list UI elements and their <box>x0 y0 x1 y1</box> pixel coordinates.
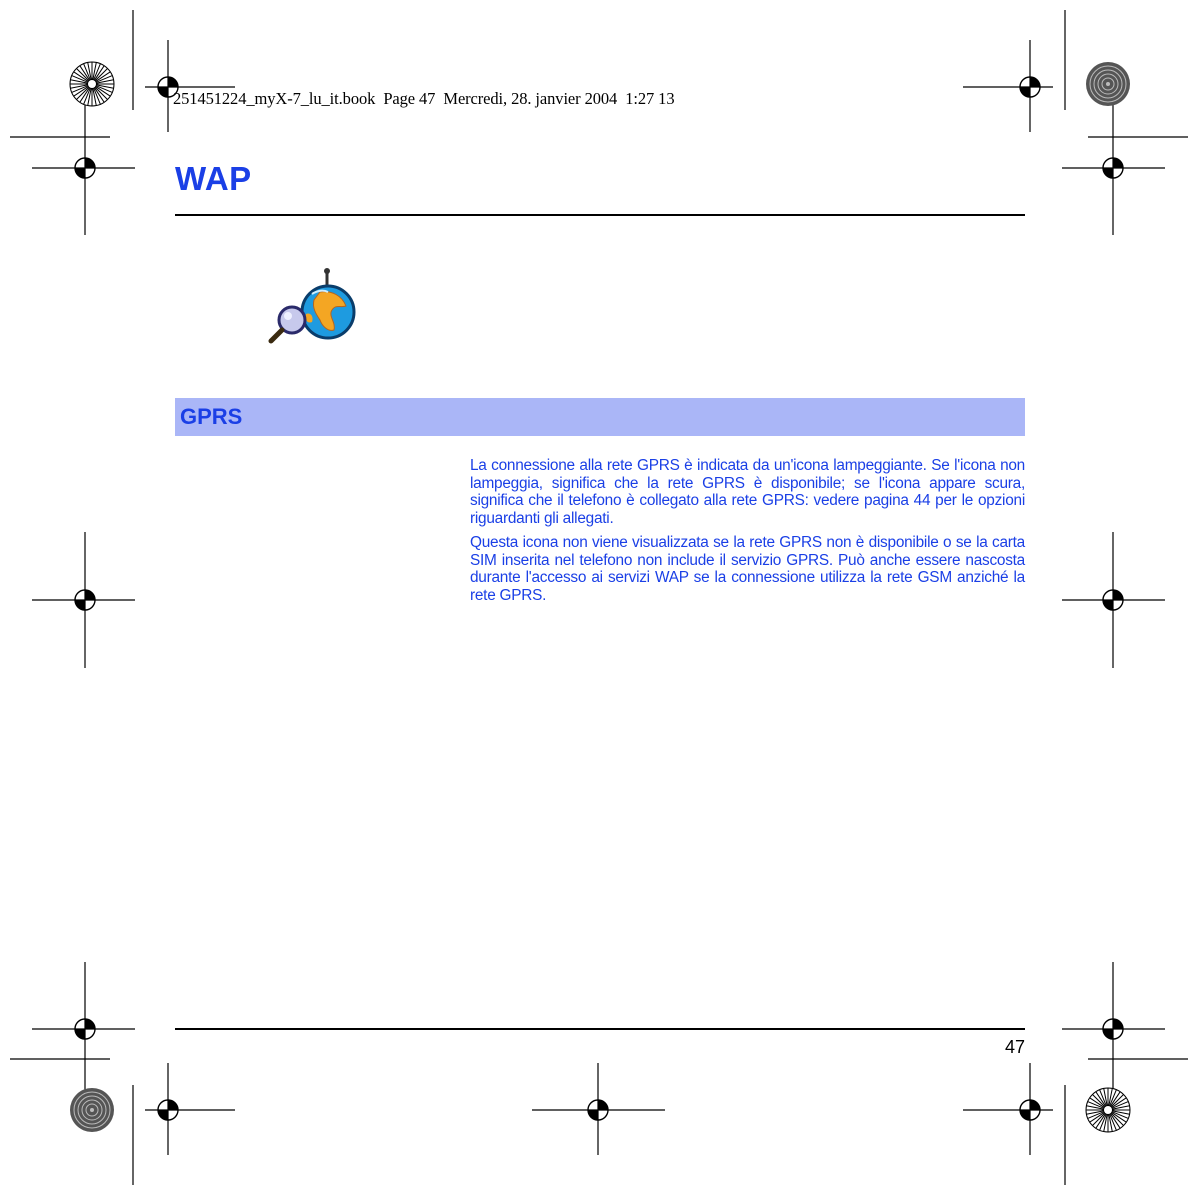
paragraph: Questa icona non viene visualizzata se la rete GPRS non è disponibile o se la carta SIM inserita nel telefono non include il servizio GPRS. Può anche essere nascosta durante l'accesso ai servizi WAP se la connessione utilizza la rete GSM anziché la rete GPRS. <box>470 534 1025 604</box>
wap-globe-magnifier-icon <box>266 268 358 346</box>
page-number: 47 <box>1004 1037 1025 1057</box>
footer-rule <box>175 1028 1025 1030</box>
chapter-title: WAP <box>175 160 252 197</box>
section-title: GPRS <box>180 404 243 429</box>
paragraph: La connessione alla rete GPRS è indicata da un'icona lampeggiante. Se l'icona non lampeggia, significa che la rete GPRS è disponibile; se l'icona appare scura, significa che il telefono è collegato alla rete GPRS: vedere pagina 44 per le opzioni riguardanti gli allegati. <box>470 457 1025 527</box>
title-rule <box>175 214 1025 216</box>
section-band <box>175 398 1025 436</box>
book-header-line: 251451224_myX-7_lu_it.book Page 47 Mercredi, 28. janvier 2004 1:27 13 <box>173 89 675 108</box>
body-column <box>470 457 1025 611</box>
